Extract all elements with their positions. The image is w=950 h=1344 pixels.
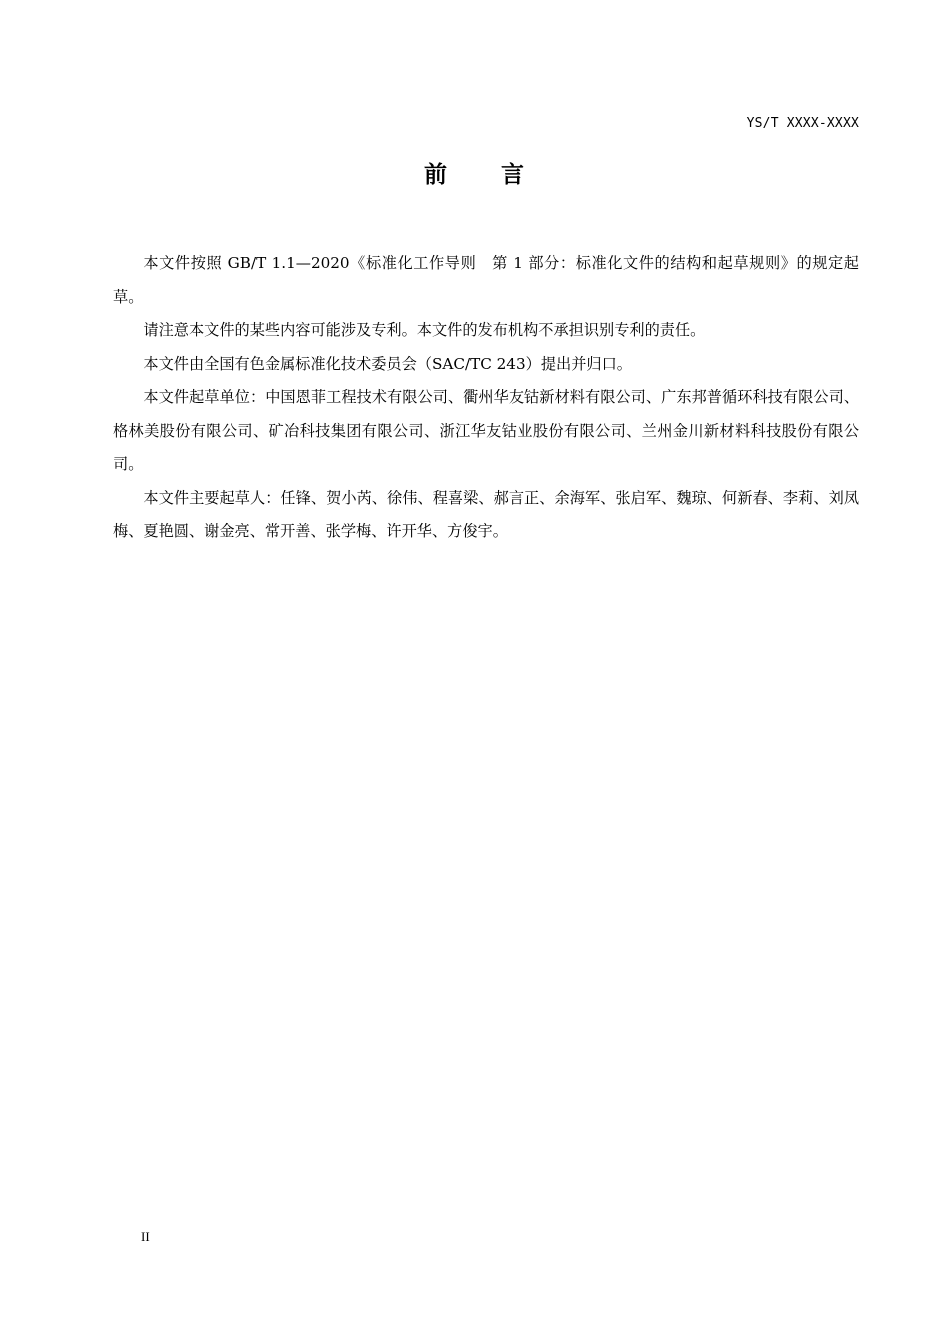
paragraph-committee: 本文件由全国有色金属标准化技术委员会（SAC/TC 243）提出并归口。 [143,354,632,373]
title-char-first: 前 [424,162,449,188]
paragraph-drafting-units: 本文件起草单位：中国恩菲工程技术有限公司、衢州华友钴新材料有限公司、广东邦普循环科技有限公司、格林美股份有限公司、矿冶科技集团有限公司、浙江华友钴业股份有限公司、兰州金川新材料科技股份有限公司。 [113,388,859,473]
paragraph-drafters: 本文件主要起草人：任锋、贺小芮、徐伟、程喜梁、郝言正、余海军、张启军、魏琼、何新春、李莉、刘凤梅、夏艳圆、谢金亮、常开善、张学梅、许开华、方俊宇。 [113,488,859,540]
paragraph-drafting-rules: 本文件按照 GB/T 1.1—2020《标准化工作导则 第 1 部分：标准化文件的结构和起草规则》的规定起草。 [113,254,859,306]
page-title [0,158,950,192]
foreword-body [113,247,859,549]
page-number: II [141,1229,150,1244]
title-char-second: 言 [501,162,526,188]
paragraph-patent-notice: 请注意本文件的某些内容可能涉及专利。本文件的发布机构不承担识别专利的责任。 [143,321,706,339]
document-code: YS/T XXXX-XXXX [746,116,859,131]
